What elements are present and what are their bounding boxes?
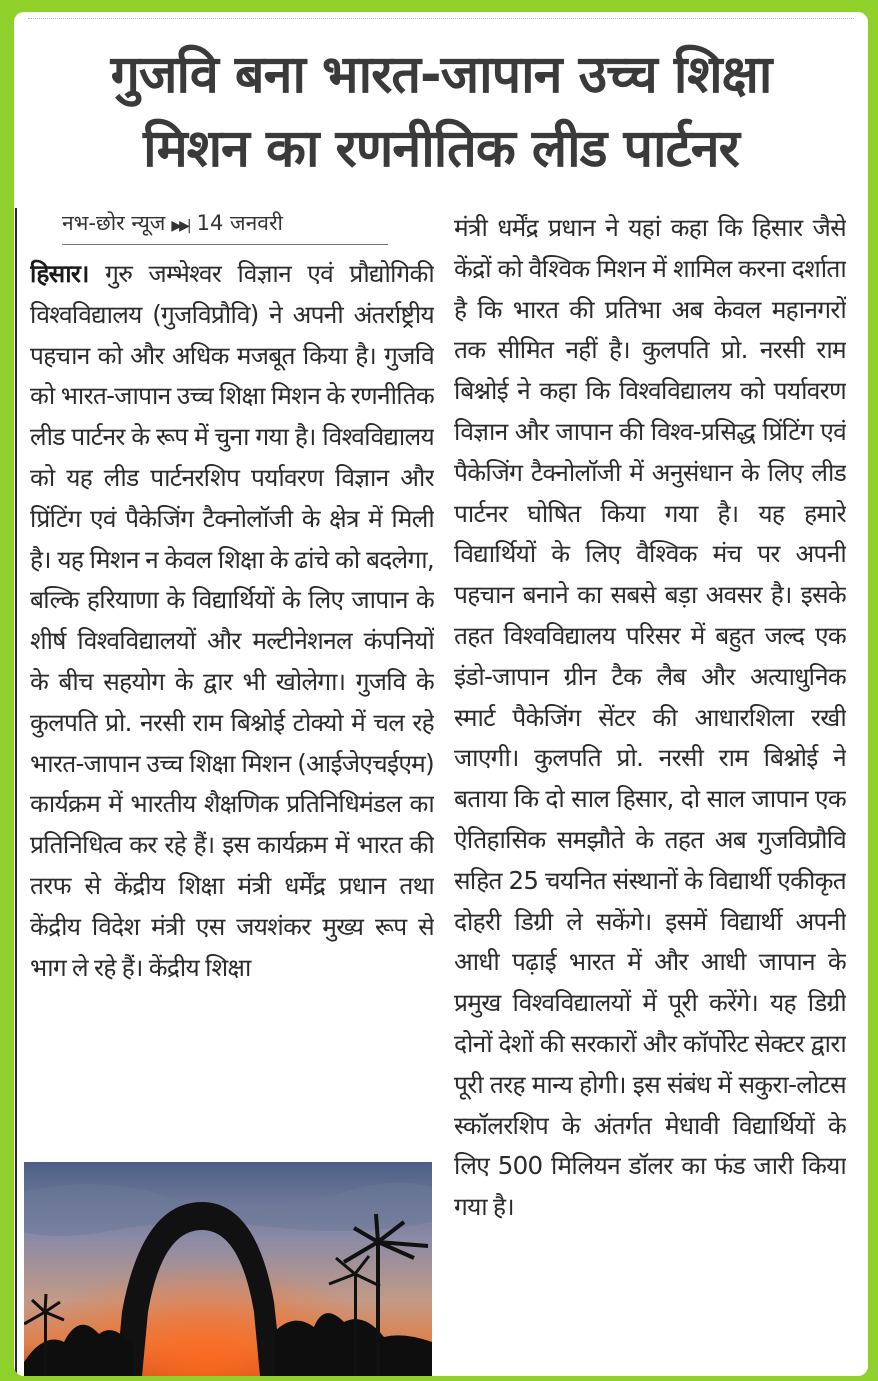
- byline-date: 14 जनवरी: [196, 211, 283, 235]
- headline: [14, 38, 868, 186]
- sunset-arch-image: [24, 1162, 432, 1376]
- byline-arrow-icon: ▶▶|: [171, 218, 189, 234]
- dateline: हिसार।: [30, 259, 89, 288]
- byline: [62, 208, 388, 245]
- newspaper-clipping: [14, 12, 868, 1376]
- right-column-body: मंत्री धर्मेंद्र प्रधान ने यहां कहा कि हिसार जैसे केंद्रों को वैश्विक मिशन में शामिल करना दर्शाता है कि भारत की प्रतिभा अब केवल महानगरों तक सीमित नहीं है। कुलपति प्रो. नरसी राम बिश्नोई ने कहा कि विश्वविद्यालय को पर्यावरण विज्ञान और जापान की विश्व-प्रसिद्ध प्रिंटिंग एवं पैकेजिंग टैक्नोलॉजी में अनुसंधान के लिए लीड पार्टनर घोषित किया गया है। यह हमारे विद्यार्थियों के लिए वैश्विक मंच पर अपनी पहचान बनाने का सबसे बड़ा अवसर है। इसके तहत विश्वविद्यालय परिसर में बहुत जल्द एक इंडो-जापान ग्रीन टैक लैब और अत्याधुनिक स्मार्ट पैकेजिंग सेंटर की आधारशिला रखी जाएगी। कुलपति प्रो. नरसी राम बिश्नोई ने बताया कि दो साल हिसार, दो साल जापान एक ऐतिहासिक समझौते के तहत अब गुजविप्रौवि सहित 25 चयनित संस्थानों के विद्यार्थी एकीकृत दोहरी डिग्री ले सकेंगे। इसमें विद्यार्थी अपनी आधी पढ़ाई भारत में और आधी जापान के प्रमुख विश्वविद्यालयों में पूरी करेंगे। यह डिग्री दोनों देशों की सरकारों और कॉर्पोरेट सेक्टर द्वारा पूरी तरह मान्य होगी। इस संबंध में सकुरा-लोटस स्कॉलरशिप के अंतर्गत मेधावी विद्यार्थियों के लिए 500 मिलियन डॉलर का फंड जारी किया गया है।: [454, 213, 846, 1222]
- campus-arch-photo: [24, 1162, 432, 1376]
- column-left-rule: [15, 208, 17, 1376]
- left-column-body: गुरु जम्भेश्वर विज्ञान एवं प्रौद्योगिकी विश्वविद्यालय (गुजविप्रौवि) ने अपनी अंतर्राष्ट्रीय पहचान को और अधिक मजबूत किया है। गुजवि को भारत-जापान उच्च शिक्षा मिशन के रणनीतिक लीड पार्टनर के रूप में चुना गया है। विश्वविद्यालय को यह लीड पार्टनरशिप पर्यावरण विज्ञान और प्रिंटिंग एवं पैकेजिंग टैक्नोलॉजी के क्षेत्र में मिली है। यह मिशन न केवल शिक्षा के ढांचे को बदलेगा, बल्कि हरियाणा के विद्यार्थियों के लिए जापान के शीर्ष विश्वविद्यालयों और मल्टीनेशनल कंपनियों के बीच सहयोग के द्वार भी खोलेगा। गुजवि के कुलपति प्रो. नरसी राम बिश्नोई टोक्यो में चल रहे भारत-जापान उच्च शिक्षा मिशन (आईजेएचईएम) कार्यक्रम में भारतीय शैक्षणिक प्रतिनिधिमंडल का प्रतिनिधित्व कर रहे हैं। इस कार्यक्रम में भारत की तरफ से केंद्रीय शिक्षा मंत्री धर्मेंद्र प्रधान तथा केंद्रीय विदेश मंत्री एस जयशंकर मुख्य रूप से भाग ले रहे हैं। केंद्रीय शिक्षा: [30, 259, 434, 982]
- headline-line-2: मिशन का रणनीतिक लीड पार्टनर: [143, 119, 739, 179]
- headline-line-1: गुजवि बना भारत-जापान उच्च शिक्षा: [110, 45, 772, 105]
- article-column-right: [454, 208, 846, 1374]
- byline-source: नभ-छोर न्यूज: [62, 211, 166, 235]
- top-dotted-rule: [28, 18, 854, 19]
- article-column-left: [30, 254, 434, 1172]
